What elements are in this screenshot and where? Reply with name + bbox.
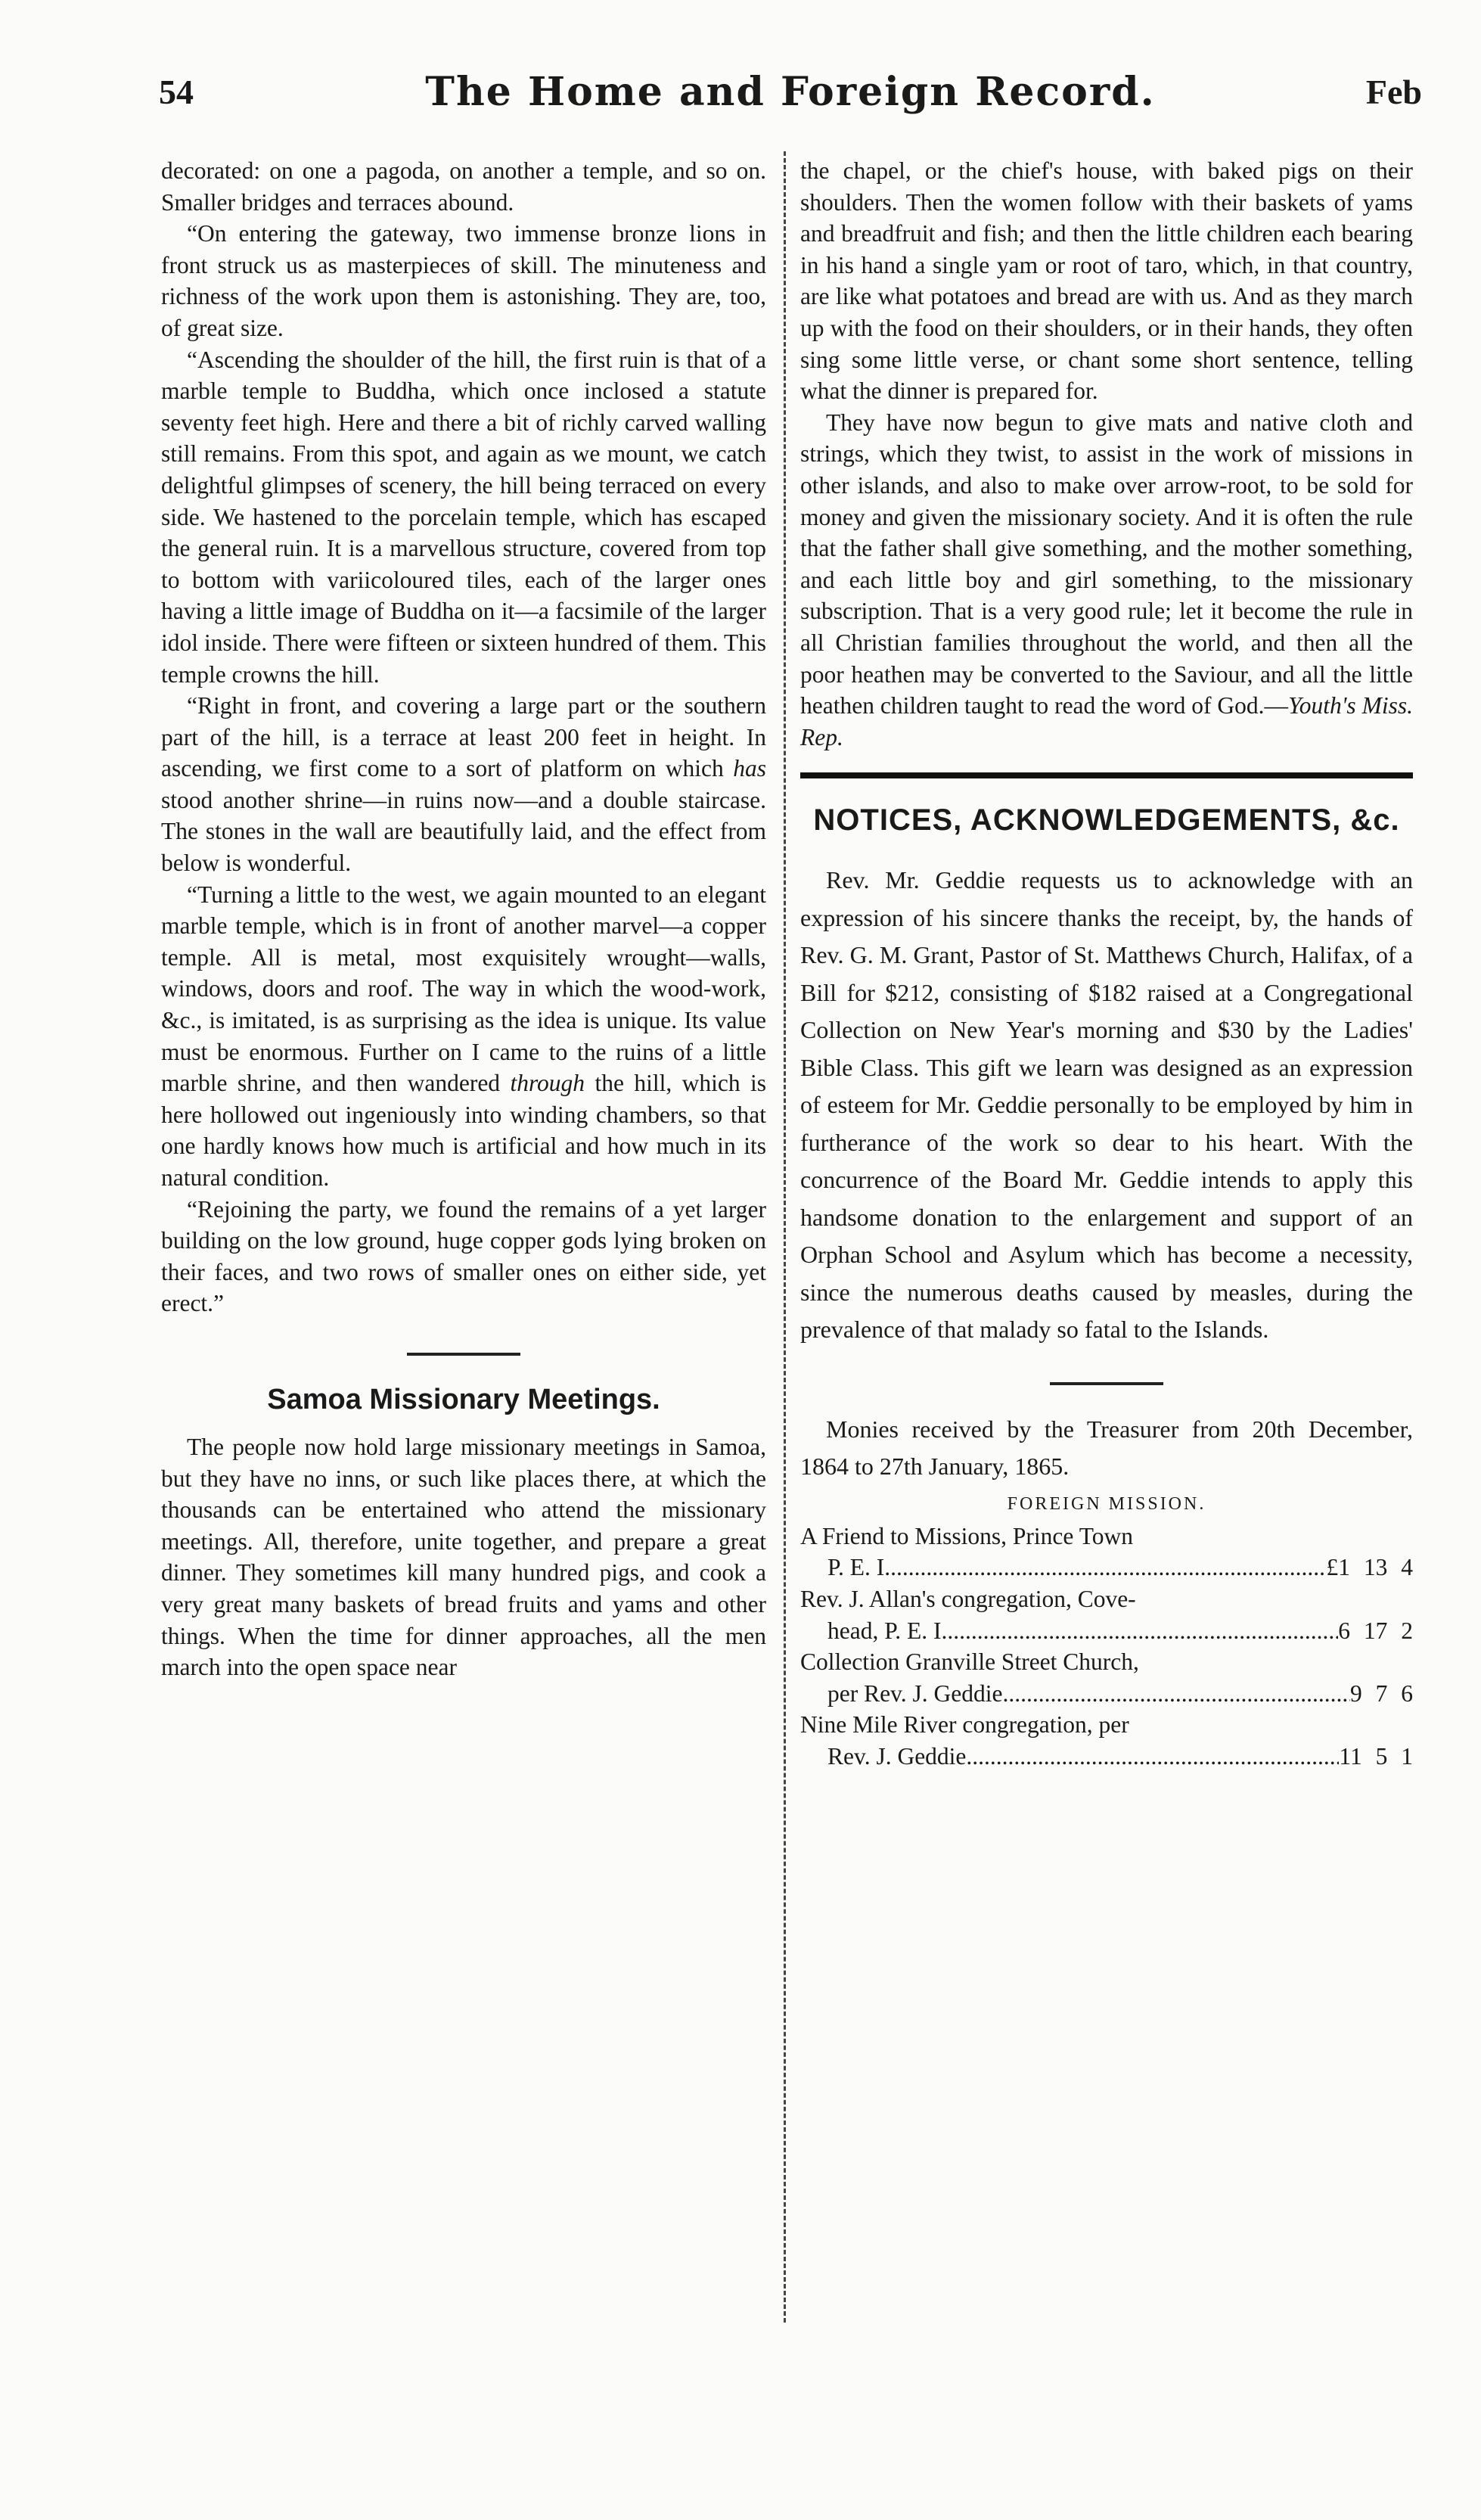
paragraph-text: “Right in front, and covering a large part or the southern part of the hill, is a terrace at least 200 feet in height. In ascending, we first come to a sort of platform on which xyxy=(161,692,766,782)
leader-dots xyxy=(890,1552,1326,1583)
issue-month: Feb xyxy=(1365,73,1422,111)
article-paragraph xyxy=(161,879,766,1194)
section-rule xyxy=(1050,1382,1163,1385)
article-paragraph xyxy=(800,407,1413,754)
notices-section-title: NOTICES, ACKNOWLEDGEMENTS, &c. xyxy=(813,803,1400,837)
ledger-donor: Nine Mile River congregation, per xyxy=(800,1711,1129,1739)
journal-title: The Home and Foreign Record. xyxy=(425,69,1156,115)
ledger-amount: 6 17 2 xyxy=(1338,1617,1413,1644)
italic-word: through xyxy=(510,1070,585,1097)
ledger-line xyxy=(800,1552,1413,1583)
article-paragraph: “On entering the gateway, two immense bronze lions in front struck us as masterpieces of skill. The minuteness and richness of the work upon them is astonishing. They are, too, of great size. xyxy=(161,220,766,341)
right-column xyxy=(800,155,1413,1773)
ledger-amount: 11 5 1 xyxy=(1339,1742,1413,1770)
ledger-donor-cont: per Rev. J. Geddie xyxy=(827,1679,1003,1707)
ledger-line xyxy=(800,1615,1413,1647)
monies-intro: Monies received by the Treasurer from 20th December, 1864 to 27th January, 1865. xyxy=(800,1415,1413,1481)
left-column xyxy=(161,155,766,1683)
ledger-donor-cont: Rev. J. Geddie xyxy=(827,1742,967,1770)
ledger-entry xyxy=(800,1521,1413,1583)
ledger-entry xyxy=(800,1646,1413,1709)
ledger-amount: 9 7 6 xyxy=(1350,1679,1413,1707)
paragraph-text: stood another shrine—in ruins now—and a double staircase. The stones in the wall are beautifully laid, and the effect from below is wonderful. xyxy=(161,786,766,877)
leader-dots xyxy=(1003,1678,1350,1710)
ledger-donor-cont: head, P. E. I. xyxy=(827,1617,948,1644)
leader-dots xyxy=(966,1741,1339,1773)
article-paragraph: “Rejoining the party, we found the remains of a yet larger building on the low ground, huge copper gods lying broken on their faces, and two rows of smaller ones on either side, yet erect.” xyxy=(161,1195,766,1317)
ledger-line xyxy=(800,1741,1413,1773)
page-number: 54 xyxy=(159,73,194,111)
leader-dots xyxy=(947,1615,1338,1647)
article-paragraph xyxy=(161,690,766,879)
italic-word: has xyxy=(733,755,767,782)
article-paragraph: decorated: on one a pagoda, on another a temple, and so on. Smaller bridges and terraces abound. xyxy=(161,157,766,216)
notice-block xyxy=(800,862,1413,1486)
ledger-donor-cont: P. E. I. xyxy=(827,1554,891,1581)
ledger-amount: £1 13 4 xyxy=(1326,1554,1413,1581)
samoa-section-title: Samoa Missionary Meetings. xyxy=(267,1383,660,1415)
fund-heading: FOREIGN MISSION. xyxy=(1007,1493,1206,1514)
article-paragraph: the chapel, or the chief's house, with baked pigs on their shoulders. Then the women follow with their baskets of yams and breadfruit and fish; and then the little children each bearing in his hand a single yam or root of taro, which, in that country, are like what potatoes and bread are with us. And as they march up with the food on their shoulders, or in their hands, they often sing some little verse, or chant some short sentence, telling what the dinner is prepared for. xyxy=(800,157,1413,405)
ledger-donor: A Friend to Missions, Prince Town xyxy=(800,1522,1133,1549)
article-paragraph: The people now hold large missionary meetings in Samoa, but they have no inns, or such like places there, at which the thousands can be entertained who attend the missionary meetings. All, therefore, unite together, and prepare a great dinner. They sometimes kill many hundred pigs, and cook a very great many baskets of bread fruits and yams and other things. When the time for dinner approaches, all the men march into the open space near xyxy=(161,1433,766,1681)
page-header xyxy=(159,69,1422,125)
ledger xyxy=(800,1521,1413,1773)
source-citation: Youth's Miss. Rep. xyxy=(800,692,1413,750)
ledger-entry xyxy=(800,1709,1413,1772)
ledger-donor: Rev. J. Allan's congregation, Cove- xyxy=(800,1585,1136,1612)
article-paragraph: “Ascending the shoulder of the hill, the first ruin is that of a marble temple to Buddha, which once inclosed a statute seventy feet high. Here and there a bit of richly carved walling still remains. From this spot, and again as we mount, we catch delightful glimpses of scenery, the hill being terraced on every side. We hastened to the porcelain temple, which has escaped the general ruin. It is a marvellous structure, covered from top to bottom with variicoloured tiles, each of the larger ones having a little image of Buddha on it—a facsimile of the larger idol inside. There were fifteen or sixteen hundred of them. This temple crowns the hill. xyxy=(161,346,766,688)
column-divider xyxy=(784,151,786,2323)
ledger-donor: Collection Granville Street Church, xyxy=(800,1648,1139,1676)
notice-paragraph: Rev. Mr. Geddie requests us to acknowledge with an expression of his sincere thanks the receipt, by, the hands of Rev. G. M. Grant, Pastor of St. Matthews Church, Halifax, of a Bill for $212, consisting of $182 raised at a Congregational Collection on New Year's morning and $30 by the Ladies' Bible Class. This gift we learn was designed as an expression of esteem for Mr. Geddie personally to be employed by him in furtherance of the work so dear to his heart. With the concurrence of the Board Mr. Geddie intends to apply this handsome donation to the enlargement and support of an Orphan School and Asylum which has become a necessity, since the numerous deaths caused by measles, during the prevalence of that malady so fatal to the Islands. xyxy=(800,866,1413,1344)
ledger-line xyxy=(800,1678,1413,1710)
notices-rule xyxy=(800,772,1413,778)
paragraph-text: the hill, which is here hollowed out ingeniously into winding chambers, so that one hardly knows how much is artificial and how much in its natural condition. xyxy=(161,1070,767,1191)
paragraph-text: “Turning a little to the west, we again mounted to an elegant marble temple, which is in front of another marvel—a copper temple. All is metal, most exquisitely wrought—walls, windows, doors and roof. The way in which the wood-work, &c., is imitated, is as surprising as the idea is unique. Its value must be enormous. Further on I came to the ruins of a little marble shrine, and then wandered xyxy=(161,881,766,1097)
paragraph-text: They have now begun to give mats and native cloth and strings, which they twist, to assist in the work of missions in other islands, and also to make over arrow-root, to be sold for money and given the missionary society. And it is often the rule that the father shall give something, and the mother something, and each little boy and girl something, to the missionary subscription. That is a very good rule; let it become the rule in all Christian families throughout the world, and then all the poor heathen may be converted to the Saviour, and all the little heathen children taught to read the word of God.— xyxy=(800,409,1413,719)
section-rule xyxy=(407,1353,520,1356)
ledger-entry xyxy=(800,1583,1413,1646)
